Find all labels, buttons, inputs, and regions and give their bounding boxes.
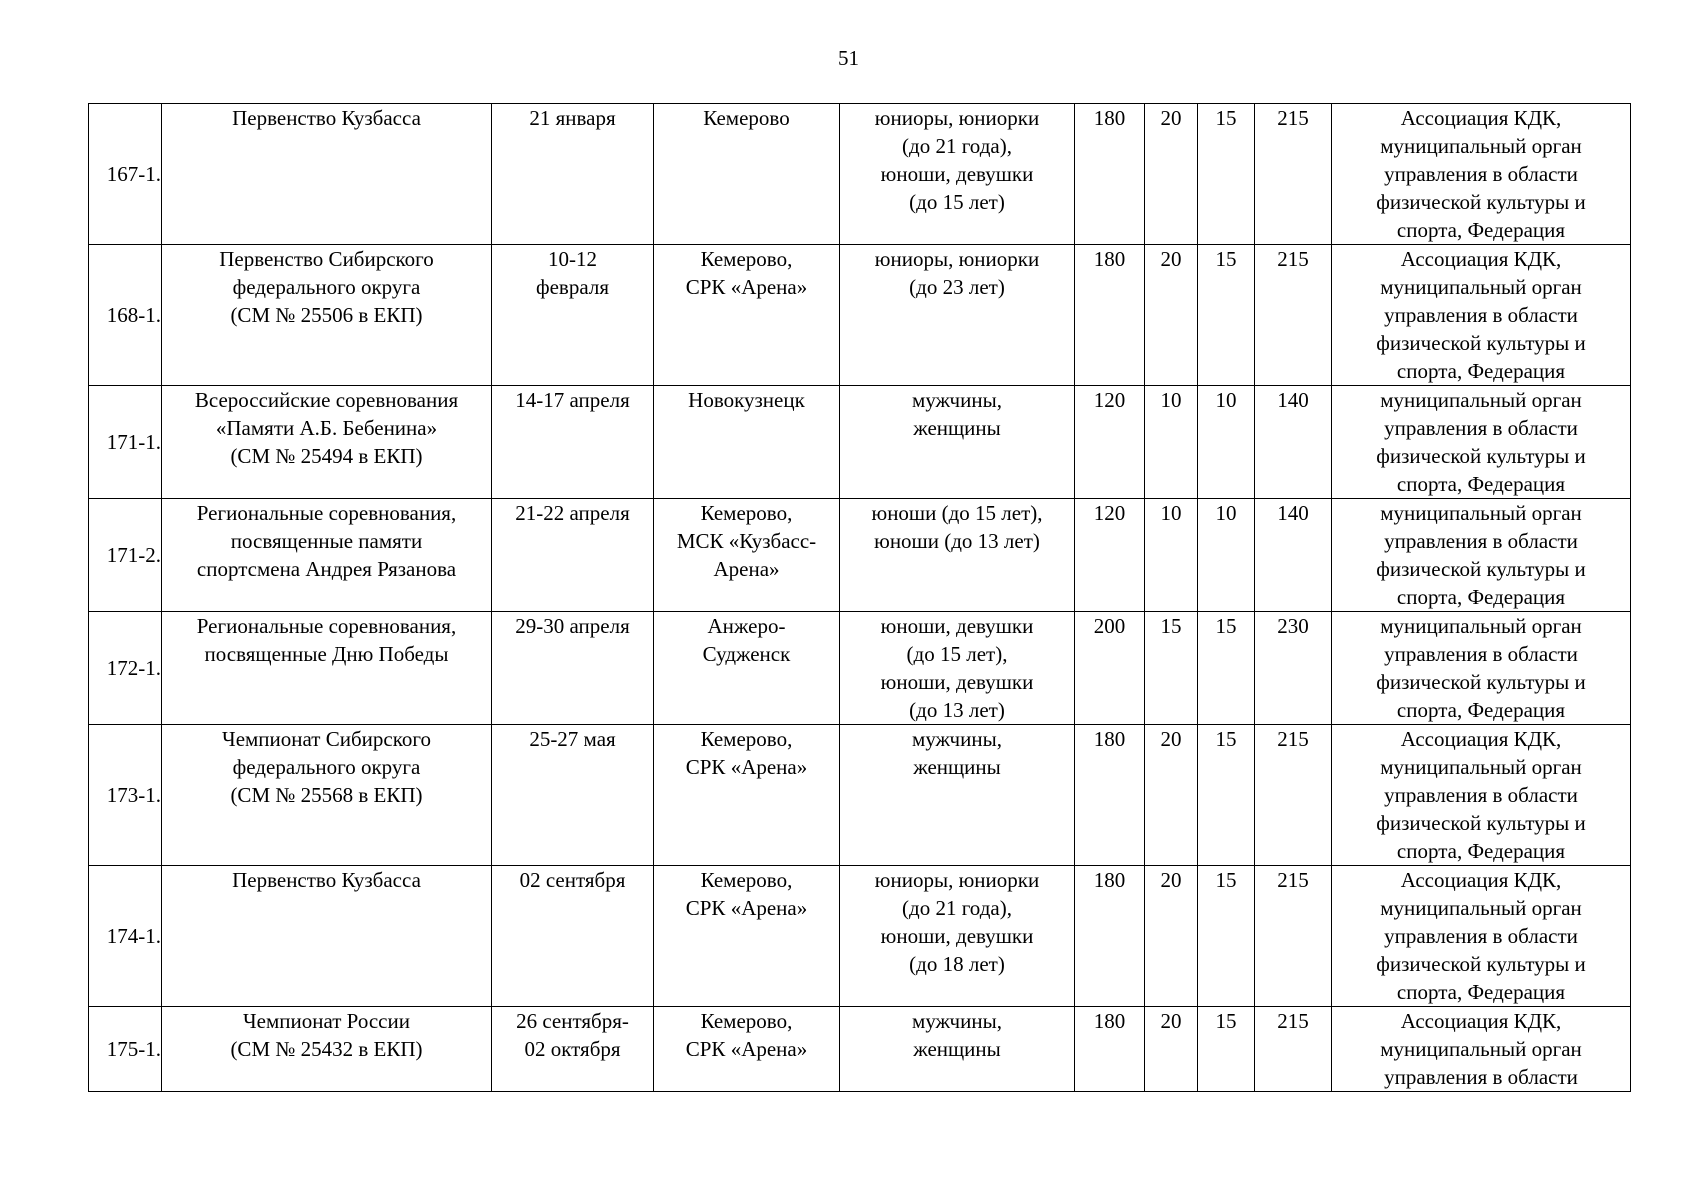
count-total: 215 [1255,104,1332,245]
row-number: 171-2. [89,499,162,612]
count-1: 180 [1075,245,1145,386]
count-3: 10 [1198,499,1255,612]
table-row [89,245,1631,386]
participants: мужчины, женщины [840,1007,1075,1092]
event-date: 26 сентября- 02 октября [492,1007,654,1092]
count-2: 15 [1145,612,1198,725]
event-place: Кемерово, МСК «Кузбасс- Арена» [654,499,840,612]
table-row [89,725,1631,866]
participants: юниоры, юниорки (до 21 года), юноши, девушки (до 15 лет) [840,104,1075,245]
count-3: 15 [1198,612,1255,725]
row-number: 167-1. [89,104,162,245]
event-place: Кемерово [654,104,840,245]
count-3: 15 [1198,245,1255,386]
table-row [89,386,1631,499]
row-number: 168-1. [89,245,162,386]
event-name: Первенство Кузбасса [162,866,492,1007]
count-1: 180 [1075,1007,1145,1092]
event-place: Кемерово, СРК «Арена» [654,866,840,1007]
count-total: 215 [1255,725,1332,866]
event-place: Кемерово, СРК «Арена» [654,245,840,386]
event-date: 14-17 апреля [492,386,654,499]
event-place: Анжеро- Судженск [654,612,840,725]
event-name: Чемпионат России (СМ № 25432 в ЕКП) [162,1007,492,1092]
organizer: Ассоциация КДК, муниципальный орган управления в области физической культуры и спорта, Федерация [1332,245,1631,386]
participants: юниоры, юниорки (до 21 года), юноши, девушки (до 18 лет) [840,866,1075,1007]
event-date: 29-30 апреля [492,612,654,725]
event-name: Первенство Кузбасса [162,104,492,245]
count-2: 20 [1145,245,1198,386]
participants: мужчины, женщины [840,386,1075,499]
event-date: 21-22 апреля [492,499,654,612]
row-number: 173-1. [89,725,162,866]
event-name: Всероссийские соревнования «Памяти А.Б. Бебенина» (СМ № 25494 в ЕКП) [162,386,492,499]
count-3: 15 [1198,866,1255,1007]
organizer: Ассоциация КДК, муниципальный орган управления в области [1332,1007,1631,1092]
event-place: Новокузнецк [654,386,840,499]
count-1: 180 [1075,104,1145,245]
participants: юноши, девушки (до 15 лет), юноши, девушки (до 13 лет) [840,612,1075,725]
count-1: 120 [1075,499,1145,612]
count-2: 10 [1145,386,1198,499]
count-2: 20 [1145,866,1198,1007]
row-number: 175-1. [89,1007,162,1092]
count-total: 140 [1255,386,1332,499]
table-row [89,866,1631,1007]
event-name: Региональные соревнования, посвященные памяти спортсмена Андрея Рязанова [162,499,492,612]
event-date: 02 сентября [492,866,654,1007]
event-name: Первенство Сибирского федерального округа (СМ № 25506 в ЕКП) [162,245,492,386]
table-row [89,612,1631,725]
organizer: Ассоциация КДК, муниципальный орган управления в области физической культуры и спорта, Федерация [1332,104,1631,245]
event-place: Кемерово, СРК «Арена» [654,725,840,866]
count-1: 120 [1075,386,1145,499]
count-total: 140 [1255,499,1332,612]
organizer: муниципальный орган управления в области физической культуры и спорта, Федерация [1332,499,1631,612]
count-3: 15 [1198,725,1255,866]
count-3: 10 [1198,386,1255,499]
count-total: 215 [1255,866,1332,1007]
organizer: Ассоциация КДК, муниципальный орган управления в области физической культуры и спорта, Федерация [1332,866,1631,1007]
count-total: 215 [1255,1007,1332,1092]
table-row [89,104,1631,245]
count-1: 180 [1075,725,1145,866]
event-date: 10-12 февраля [492,245,654,386]
count-3: 15 [1198,1007,1255,1092]
count-2: 20 [1145,104,1198,245]
count-1: 180 [1075,866,1145,1007]
count-2: 20 [1145,1007,1198,1092]
page-number: 51 [838,46,859,70]
count-total: 230 [1255,612,1332,725]
event-name: Чемпионат Сибирского федерального округа (СМ № 25568 в ЕКП) [162,725,492,866]
competition-schedule-table [88,103,1631,1092]
event-place: Кемерово, СРК «Арена» [654,1007,840,1092]
participants: юниоры, юниорки (до 23 лет) [840,245,1075,386]
table-row [89,499,1631,612]
event-date: 21 января [492,104,654,245]
row-number: 171-1. [89,386,162,499]
count-1: 200 [1075,612,1145,725]
table-row [89,1007,1631,1092]
organizer: муниципальный орган управления в области физической культуры и спорта, Федерация [1332,386,1631,499]
count-2: 20 [1145,725,1198,866]
event-date: 25-27 мая [492,725,654,866]
row-number: 172-1. [89,612,162,725]
organizer: муниципальный орган управления в области физической культуры и спорта, Федерация [1332,612,1631,725]
participants: юноши (до 15 лет), юноши (до 13 лет) [840,499,1075,612]
organizer: Ассоциация КДК, муниципальный орган управления в области физической культуры и спорта, Федерация [1332,725,1631,866]
count-2: 10 [1145,499,1198,612]
count-total: 215 [1255,245,1332,386]
event-name: Региональные соревнования, посвященные Дню Победы [162,612,492,725]
participants: мужчины, женщины [840,725,1075,866]
count-3: 15 [1198,104,1255,245]
row-number: 174-1. [89,866,162,1007]
